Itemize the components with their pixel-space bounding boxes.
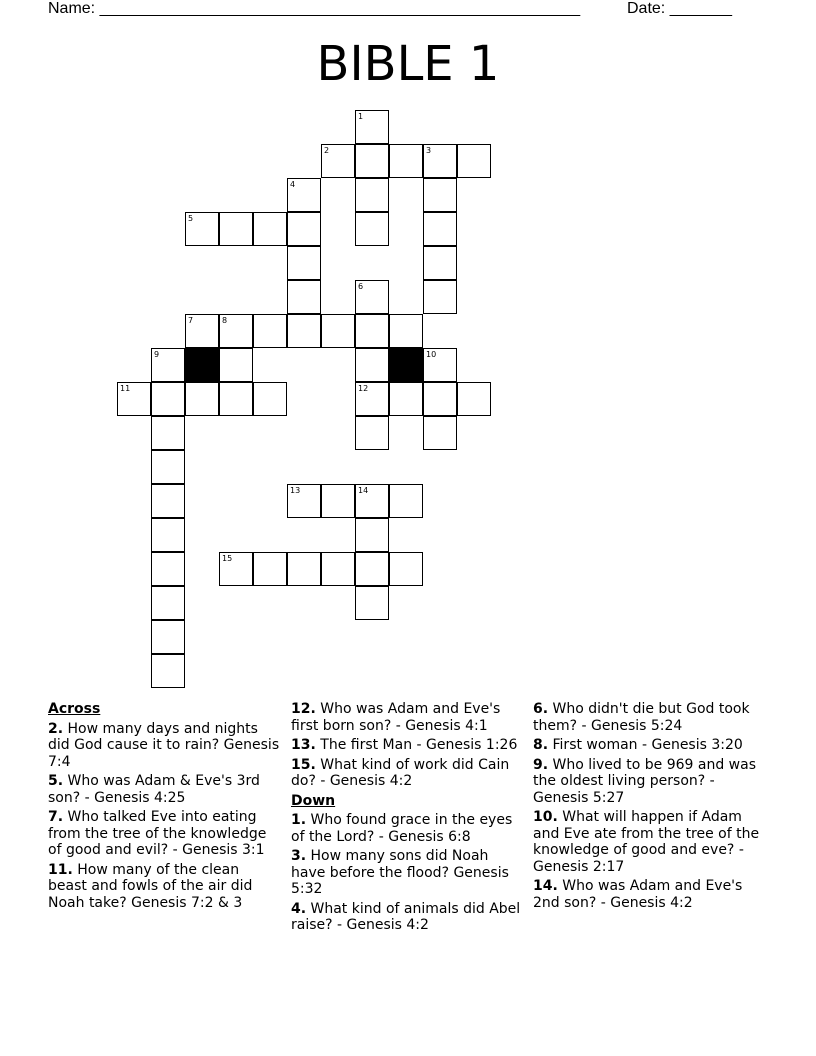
grid-cell[interactable] <box>151 586 185 620</box>
grid-cell[interactable] <box>151 382 185 416</box>
grid-cell[interactable] <box>355 144 389 178</box>
clues-column-1 <box>48 701 280 914</box>
clue-number-label: 6. <box>533 701 549 717</box>
grid-cell[interactable] <box>355 314 389 348</box>
clue-text: What kind of work did Cain do? - Genesis 4:2 <box>291 756 510 789</box>
clue-number: 12 <box>358 384 369 393</box>
grid-cell[interactable] <box>287 314 321 348</box>
grid-cell[interactable] <box>423 144 457 178</box>
grid-cell[interactable] <box>355 178 389 212</box>
grid-cell[interactable] <box>355 110 389 144</box>
grid-cell[interactable] <box>287 484 321 518</box>
grid-cell[interactable] <box>287 246 321 280</box>
grid-cell[interactable] <box>423 348 457 382</box>
clue-item <box>291 701 523 734</box>
date-field-label: Date: _______ <box>627 0 732 17</box>
clue-item <box>48 721 280 771</box>
clue-item <box>48 862 280 912</box>
clue-text: Who lived to be 969 and was the oldest living person? - Genesis 5:27 <box>533 756 756 806</box>
clue-item <box>291 901 523 934</box>
grid-cell[interactable] <box>389 144 423 178</box>
grid-cell[interactable] <box>253 212 287 246</box>
clue-text: Who was Adam and Eve's 2nd son? - Genesis 4:2 <box>533 878 743 911</box>
clue-number: 5 <box>188 214 194 223</box>
clue-text: The first Man - Genesis 1:26 <box>315 737 518 753</box>
clue-number-label: 9. <box>533 756 549 773</box>
grid-cell[interactable] <box>151 518 185 552</box>
clue-number: 7 <box>188 316 194 325</box>
grid-cell[interactable] <box>355 484 389 518</box>
clue-number: 15 <box>222 554 233 563</box>
clue-number-label: 11. <box>48 861 73 878</box>
grid-cell[interactable] <box>321 484 355 518</box>
grid-cell[interactable] <box>253 382 287 416</box>
grid-cell[interactable] <box>185 314 219 348</box>
grid-cell[interactable] <box>457 382 491 416</box>
grid-cell[interactable] <box>219 314 253 348</box>
clue-number-label: 7. <box>48 809 64 825</box>
clue-section-heading: Down <box>291 792 336 809</box>
clue-number: 6 <box>358 282 364 291</box>
clue-number: 8 <box>222 316 228 325</box>
clue-number: 14 <box>358 486 369 495</box>
clue-item <box>533 737 765 754</box>
clue-item <box>533 809 765 875</box>
clue-number: 10 <box>426 350 437 359</box>
clue-item <box>291 757 523 790</box>
grid-cell[interactable] <box>355 518 389 552</box>
grid-cell[interactable] <box>355 280 389 314</box>
grid-cell[interactable] <box>117 382 151 416</box>
clue-item <box>533 878 765 911</box>
clue-number-label: 5. <box>48 773 64 789</box>
clue-text: How many of the clean beast and fowls of the air did Noah take? Genesis 7:2 & 3 <box>48 861 253 911</box>
clue-number-label: 15. <box>291 756 316 773</box>
grid-cell[interactable] <box>219 212 253 246</box>
clue-text: Who was Adam & Eve's 3rd son? - Genesis 4:25 <box>48 773 260 806</box>
clue-number: 2 <box>324 146 330 155</box>
grid-cell[interactable] <box>151 450 185 484</box>
clue-text: First woman - Genesis 3:20 <box>548 737 743 753</box>
clue-number-label: 10. <box>533 809 558 825</box>
grid-cell[interactable] <box>423 382 457 416</box>
clue-number-label: 1. <box>291 812 307 828</box>
clue-text: How many sons did Noah have before the flood? Genesis 5:32 <box>291 848 509 897</box>
clue-text: How many days and nights did God cause it to rain? Genesis 7:4 <box>48 720 280 770</box>
clues-column-3 <box>533 701 765 914</box>
clue-item <box>291 848 523 898</box>
clue-number-label: 14. <box>533 878 558 894</box>
grid-cell[interactable] <box>287 212 321 246</box>
clue-text: Who found grace in the eyes of the Lord? - Genesis 6:8 <box>291 812 513 845</box>
clue-item <box>291 812 523 845</box>
grid-cell[interactable] <box>151 484 185 518</box>
clue-text: Who talked Eve into eating from the tree of the knowledge of good and evil? - Genesis 3:1 <box>48 809 267 858</box>
grid-cell[interactable] <box>355 348 389 382</box>
grid-cell[interactable] <box>423 212 457 246</box>
clue-item <box>48 809 280 859</box>
clue-text: What will happen if Adam and Eve ate from the tree of the knowledge of good and eve? - Genesis 2:17 <box>533 809 760 875</box>
clue-number: 11 <box>120 384 131 393</box>
grid-cell[interactable] <box>389 314 423 348</box>
grid-cell[interactable] <box>389 484 423 518</box>
clue-number: 4 <box>290 180 296 189</box>
clue-section-heading: Across <box>48 701 101 717</box>
grid-cell[interactable] <box>355 382 389 416</box>
grid-cell[interactable] <box>219 552 253 586</box>
clue-text: Who was Adam and Eve's first born son? - Genesis 4:1 <box>291 701 501 734</box>
grid-cell[interactable] <box>423 416 457 450</box>
black-square <box>389 348 423 382</box>
grid-cell[interactable] <box>423 178 457 212</box>
clue-number-label: 3. <box>291 848 307 864</box>
clue-item <box>48 773 280 806</box>
grid-cell[interactable] <box>389 552 423 586</box>
clue-number-label: 8. <box>533 737 549 753</box>
grid-cell[interactable] <box>389 382 423 416</box>
grid-cell[interactable] <box>321 314 355 348</box>
grid-cell[interactable] <box>219 382 253 416</box>
name-field-label: Name: ______________________________________________________ <box>48 0 581 17</box>
clue-number-label: 2. <box>48 720 64 737</box>
grid-cell[interactable] <box>423 280 457 314</box>
grid-cell[interactable] <box>151 620 185 654</box>
grid-cell[interactable] <box>151 552 185 586</box>
grid-cell[interactable] <box>355 416 389 450</box>
clue-number: 1 <box>358 112 364 121</box>
grid-cell[interactable] <box>321 144 355 178</box>
grid-cell[interactable] <box>151 416 185 450</box>
clue-item <box>533 701 765 734</box>
grid-cell[interactable] <box>457 144 491 178</box>
grid-cell[interactable] <box>185 212 219 246</box>
grid-cell[interactable] <box>287 178 321 212</box>
grid-cell[interactable] <box>151 348 185 382</box>
grid-cell[interactable] <box>355 552 389 586</box>
clue-text: What kind of animals did Abel raise? - Genesis 4:2 <box>291 900 521 933</box>
clue-number: 13 <box>290 486 301 495</box>
clue-number: 9 <box>154 350 160 359</box>
grid-cell[interactable] <box>423 246 457 280</box>
clue-number: 3 <box>426 146 432 155</box>
clue-text: Who didn't die but God took them? - Genesis 5:24 <box>533 701 750 734</box>
clue-number-label: 4. <box>291 900 307 917</box>
grid-cell[interactable] <box>151 654 185 688</box>
page-title: BIBLE 1 <box>316 36 500 92</box>
grid-cell[interactable] <box>355 586 389 620</box>
grid-cell[interactable] <box>287 280 321 314</box>
grid-cell[interactable] <box>355 212 389 246</box>
grid-cell[interactable] <box>219 348 253 382</box>
clues-column-2 <box>291 701 523 937</box>
grid-cell[interactable] <box>253 552 287 586</box>
grid-cell[interactable] <box>287 552 321 586</box>
grid-cell[interactable] <box>321 552 355 586</box>
grid-cell[interactable] <box>253 314 287 348</box>
clue-number-label: 13. <box>291 737 316 753</box>
clue-item <box>533 757 765 807</box>
grid-cell[interactable] <box>185 382 219 416</box>
clue-number-label: 12. <box>291 701 316 717</box>
black-square <box>185 348 219 382</box>
clue-item <box>291 737 523 754</box>
